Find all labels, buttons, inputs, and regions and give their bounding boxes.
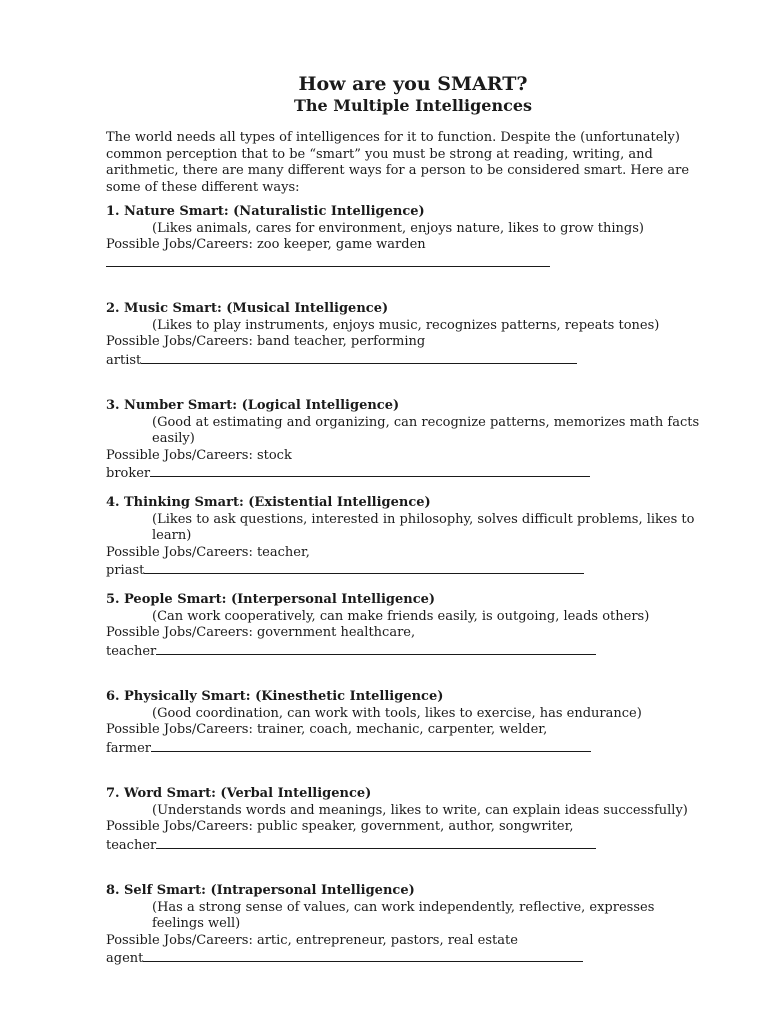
answer-blank[interactable] bbox=[106, 254, 550, 267]
answer-blank[interactable] bbox=[156, 836, 596, 849]
section-number: 6. bbox=[106, 689, 120, 704]
page-subtitle: The Multiple Intelligences bbox=[293, 96, 533, 115]
answer-text: teacher bbox=[106, 837, 157, 853]
section-jobs: Possible Jobs/Careers: band teacher, performing bbox=[106, 334, 426, 349]
section-number: 8. bbox=[106, 883, 120, 898]
answer-blank[interactable] bbox=[150, 464, 590, 477]
answer-text: broker bbox=[106, 466, 151, 481]
answer-line[interactable] bbox=[106, 642, 706, 661]
section-description: (Has a strong sense of values, can work independently, reflective, expresses feelings well) bbox=[152, 899, 655, 931]
answer-line[interactable] bbox=[106, 836, 706, 855]
section-jobs: Possible Jobs/Careers: stock bbox=[106, 447, 292, 463]
section-description: (Likes to play instruments, enjoys music, recognizes patterns, repeats tones) bbox=[152, 317, 660, 333]
section-jobs: Possible Jobs/Careers: teacher, bbox=[106, 544, 310, 560]
section-number: 5. bbox=[106, 592, 120, 607]
answer-blank[interactable] bbox=[143, 949, 583, 962]
answer-blank[interactable] bbox=[156, 642, 596, 655]
answer-line[interactable] bbox=[106, 739, 706, 758]
page-title: How are you SMART? bbox=[298, 73, 528, 95]
section-jobs: Possible Jobs/Careers: trainer, coach, mechanic, carpenter, welder, bbox=[106, 722, 548, 737]
section-heading bbox=[106, 204, 706, 221]
section-jobs: Possible Jobs/Careers: zoo keeper, game warden bbox=[106, 237, 426, 252]
section-heading bbox=[106, 883, 706, 900]
section-number: 1. bbox=[106, 204, 120, 219]
section-physically-smart bbox=[106, 689, 706, 786]
section-title: Physically Smart: (Kinesthetic Intelligence) bbox=[124, 689, 444, 704]
worksheet-page bbox=[106, 72, 706, 980]
section-description: (Understands words and meanings, likes to write, can explain ideas successfully) bbox=[152, 802, 688, 818]
section-heading bbox=[106, 689, 706, 706]
section-description: (Good at estimating and organizing, can recognize patterns, memorizes math facts easily) bbox=[152, 414, 700, 446]
section-number: 2. bbox=[106, 301, 120, 316]
section-title: Number Smart: (Logical Intelligence) bbox=[124, 398, 400, 413]
section-nature-smart bbox=[106, 204, 706, 301]
section-title: Word Smart: (Verbal Intelligence) bbox=[124, 786, 372, 801]
section-music-smart bbox=[106, 301, 706, 398]
section-number: 7. bbox=[106, 786, 120, 801]
answer-line[interactable] bbox=[106, 561, 706, 580]
answer-line[interactable] bbox=[106, 949, 706, 968]
section-thinking-smart bbox=[106, 495, 706, 592]
section-heading bbox=[106, 398, 706, 415]
section-number: 3. bbox=[106, 398, 120, 413]
section-jobs: Possible Jobs/Careers: government healthcare, bbox=[106, 625, 416, 640]
section-title: Music Smart: (Musical Intelligence) bbox=[124, 301, 389, 316]
answer-text: farmer bbox=[106, 740, 152, 756]
section-word-smart bbox=[106, 786, 706, 883]
section-description: (Likes animals, cares for environment, enjoys nature, likes to grow things) bbox=[152, 220, 644, 236]
answer-text: teacher bbox=[106, 643, 157, 659]
section-description: (Good coordination, can work with tools, likes to exercise, has endurance) bbox=[152, 705, 642, 721]
answer-text: agent bbox=[106, 951, 144, 966]
section-number: 4. bbox=[106, 495, 120, 510]
section-title: People Smart: (Interpersonal Intelligence) bbox=[124, 592, 436, 607]
section-title: Self Smart: (Intrapersonal Intelligence) bbox=[124, 883, 415, 898]
section-description: (Can work cooperatively, can make friends easily, is outgoing, leads others) bbox=[152, 608, 650, 624]
answer-text: priast bbox=[106, 563, 145, 578]
section-jobs: Possible Jobs/Careers: artic, entrepreneur, pastors, real estate bbox=[106, 932, 518, 948]
answer-blank[interactable] bbox=[141, 351, 577, 364]
answer-text: artist bbox=[106, 352, 142, 368]
section-number-smart bbox=[106, 398, 706, 495]
answer-line[interactable] bbox=[106, 254, 706, 273]
answer-blank[interactable] bbox=[151, 739, 591, 752]
section-self-smart bbox=[106, 883, 706, 980]
section-title: Nature Smart: (Naturalistic Intelligence) bbox=[124, 204, 425, 219]
section-title: Thinking Smart: (Existential Intelligence) bbox=[124, 495, 431, 510]
answer-blank[interactable] bbox=[144, 561, 584, 574]
section-heading bbox=[106, 592, 706, 609]
section-heading bbox=[106, 301, 706, 318]
answer-line[interactable] bbox=[106, 351, 706, 370]
section-heading bbox=[106, 495, 706, 512]
section-people-smart bbox=[106, 592, 706, 689]
answer-line[interactable] bbox=[106, 464, 706, 483]
section-description: (Likes to ask questions, interested in philosophy, solves difficult problems, likes to learn) bbox=[152, 511, 695, 543]
section-heading bbox=[106, 786, 706, 803]
section-jobs: Possible Jobs/Careers: public speaker, government, author, songwriter, bbox=[106, 819, 574, 834]
intro-paragraph: The world needs all types of intelligences for it to function. Despite the (unfortunately) common perception that to be “smart” you must be strong at reading, writing, and arithmetic, there are many different ways for a person to be considered smart. Here are some of these different ways: bbox=[106, 130, 690, 195]
